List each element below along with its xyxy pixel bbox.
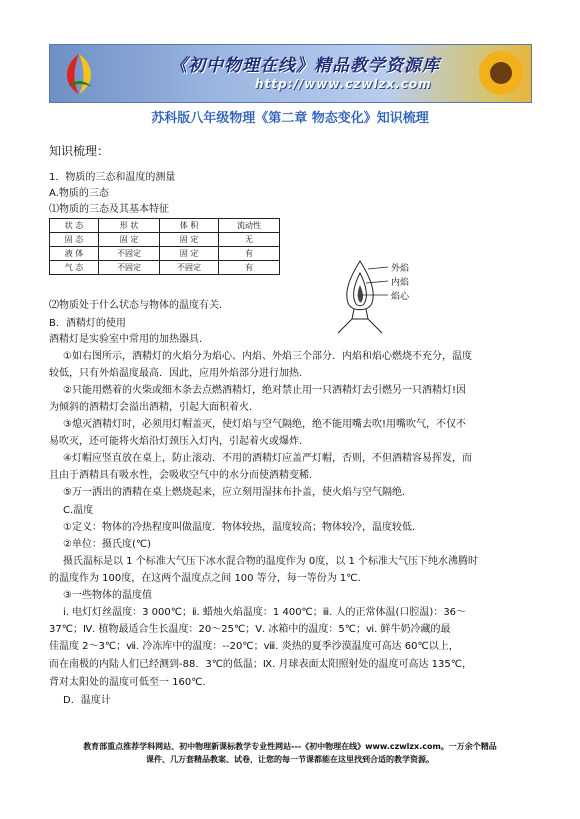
table-cell: 固 定 bbox=[160, 233, 219, 247]
table-row bbox=[50, 233, 280, 247]
table-cell: 液 体 bbox=[50, 247, 99, 261]
section-heading: 知识梳理： bbox=[49, 144, 110, 158]
site-logo-icon bbox=[54, 49, 104, 99]
table-header-row bbox=[50, 219, 280, 233]
table-header: 流动性 bbox=[219, 219, 280, 233]
banner-url: http://www.czwlzx.com bbox=[255, 77, 432, 91]
table-cell: 有 bbox=[219, 247, 280, 261]
paragraph-line: 摄氏温标是以 1 个标准大气压下冰水混合物的温度作为 0度，以 1 个标准大气压下纯水沸腾时 bbox=[63, 556, 478, 567]
paragraph-line: 的温度作为 100度，在这两个温度点之间 100 等分，每一等份为 1℃. bbox=[49, 573, 361, 584]
line-sub-2: ⑵物质处于什么状态与物体的温度有关. bbox=[49, 300, 223, 311]
paragraph-line: ⑤万一洒出的酒精在桌上燃烧起来，应立刻用湿抹布扑盖，使火焰与空气隔绝. bbox=[63, 487, 406, 498]
paragraph-line: ③一些物体的温度值 bbox=[63, 590, 152, 601]
table-cell: 固 态 bbox=[50, 233, 99, 247]
footer-line-2: 课件、几万套精品教案、试卷，让您的每一节课都能在这里找到合适的教学资源。 bbox=[146, 755, 434, 764]
line-sub-1: ⑴物质的三态及其基本特征 bbox=[49, 204, 169, 215]
label-outer-flame: 外焰 bbox=[391, 264, 410, 274]
table-cell: 固 定 bbox=[99, 233, 160, 247]
line-heading-a: A.物质的三态 bbox=[49, 188, 109, 199]
banner-title: 《初中物理在线》精品教学资源库 bbox=[170, 56, 440, 76]
paragraph-line: ⅰ. 电灯灯丝温度：3 000℃；ⅱ. 蜡烛火焰温度：1 400℃；ⅲ. 人的正常体温(口腔温)：36～ bbox=[63, 607, 467, 618]
table-row bbox=[50, 261, 280, 275]
paragraph-line: 为倾斜的酒精灯会溢出酒精，引起大面积着火. bbox=[49, 402, 253, 413]
table-cell: 有 bbox=[219, 261, 280, 275]
table-cell: 不固定 bbox=[99, 247, 160, 261]
paragraph-line: ①如右图所示，酒精灯的火焰分为焰心、内焰、外焰三个部分．内焰和焰心燃烧不充分，温度 bbox=[63, 351, 472, 362]
paragraph-line: ②只能用燃着的火柴或细木条去点燃酒精灯，绝对禁止用一只酒精灯去引燃另一只酒精灯!因 bbox=[63, 385, 466, 396]
paragraph-line: 酒精灯是实验室中常用的加热器具. bbox=[49, 334, 203, 345]
line-heading-b: B．酒精灯的使用 bbox=[49, 318, 126, 329]
paragraph-line: ②单位：摄氏度(℃) bbox=[63, 539, 151, 550]
states-table bbox=[49, 218, 280, 275]
paragraph-line: 佳温度 2～3℃；ⅶ. 冷冻库中的温度：--20℃；ⅷ. 炎热的夏季沙漠温度可高达 60℃以上， bbox=[49, 641, 459, 652]
paragraph-line: 易吹灭，还可能将火焰沿灯颈压入灯内，引起着火或爆炸. bbox=[49, 436, 303, 447]
label-flame-core: 焰心 bbox=[391, 292, 410, 302]
table-header: 状 态 bbox=[50, 219, 99, 233]
paragraph-line: 37℃；Ⅳ. 植物最适合生长温度：20～25℃；Ⅴ. 冰箱中的温度：5℃；ⅵ. 鲜牛奶冷藏的最 bbox=[49, 624, 451, 635]
paragraph-line: 背对太阳处的温度可低至一 160℃. bbox=[49, 677, 206, 688]
paragraph-line: 且由于酒精具有吸水性，会吸收空气中的水分而使酒精变稀. bbox=[49, 470, 313, 481]
footer-line-1: 教育部重点推荐学科网站、初中物理新课标教学专业性网站---《初中物理在线》www.czwlzx.com。一万余个精品 bbox=[83, 742, 497, 751]
line-heading-1: 1．物质的三态和温度的测量 bbox=[49, 172, 176, 183]
paragraph-line: 而在南极的内陆人们已经测到-88．3℃的低温；Ⅸ. 月球表面太阳照射处的温度可高达 135℃， bbox=[49, 659, 472, 670]
paragraph-line: 较低，只有外焰温度最高．因此，应用外焰部分进行加热. bbox=[49, 368, 303, 379]
table-header: 形 状 bbox=[99, 219, 160, 233]
table-row bbox=[50, 247, 280, 261]
label-inner-flame: 内焰 bbox=[391, 278, 410, 288]
line-heading-d: D．温度计 bbox=[63, 695, 111, 706]
paragraph-line: ①定义：物体的冷热程度叫做温度．物体较热，温度较高；物体较冷，温度较低. bbox=[63, 522, 416, 533]
table-cell: 气 态 bbox=[50, 261, 99, 275]
document-title: 苏科版八年级物理《第二章 物态变化》知识梳理 bbox=[151, 111, 429, 126]
sunflower-icon bbox=[471, 47, 527, 101]
site-banner bbox=[49, 44, 532, 103]
paragraph-line: ④灯帽应竖直放在桌上，防止滚动．不用的酒精灯应盖严灯帽，否则，不但酒精容易挥发，而 bbox=[63, 453, 472, 464]
table-header: 体 积 bbox=[160, 219, 219, 233]
table-cell: 不固定 bbox=[160, 261, 219, 275]
table-cell: 不固定 bbox=[99, 261, 160, 275]
line-heading-c: C.温度 bbox=[63, 505, 94, 516]
table-cell: 固 定 bbox=[160, 247, 219, 261]
paragraph-line: ③熄灭酒精灯时，必须用灯帽盖灭，使灯焰与空气隔绝，绝不能用嘴去吹!用嘴吹气，不仅不 bbox=[63, 419, 466, 430]
table-cell: 无 bbox=[219, 233, 280, 247]
